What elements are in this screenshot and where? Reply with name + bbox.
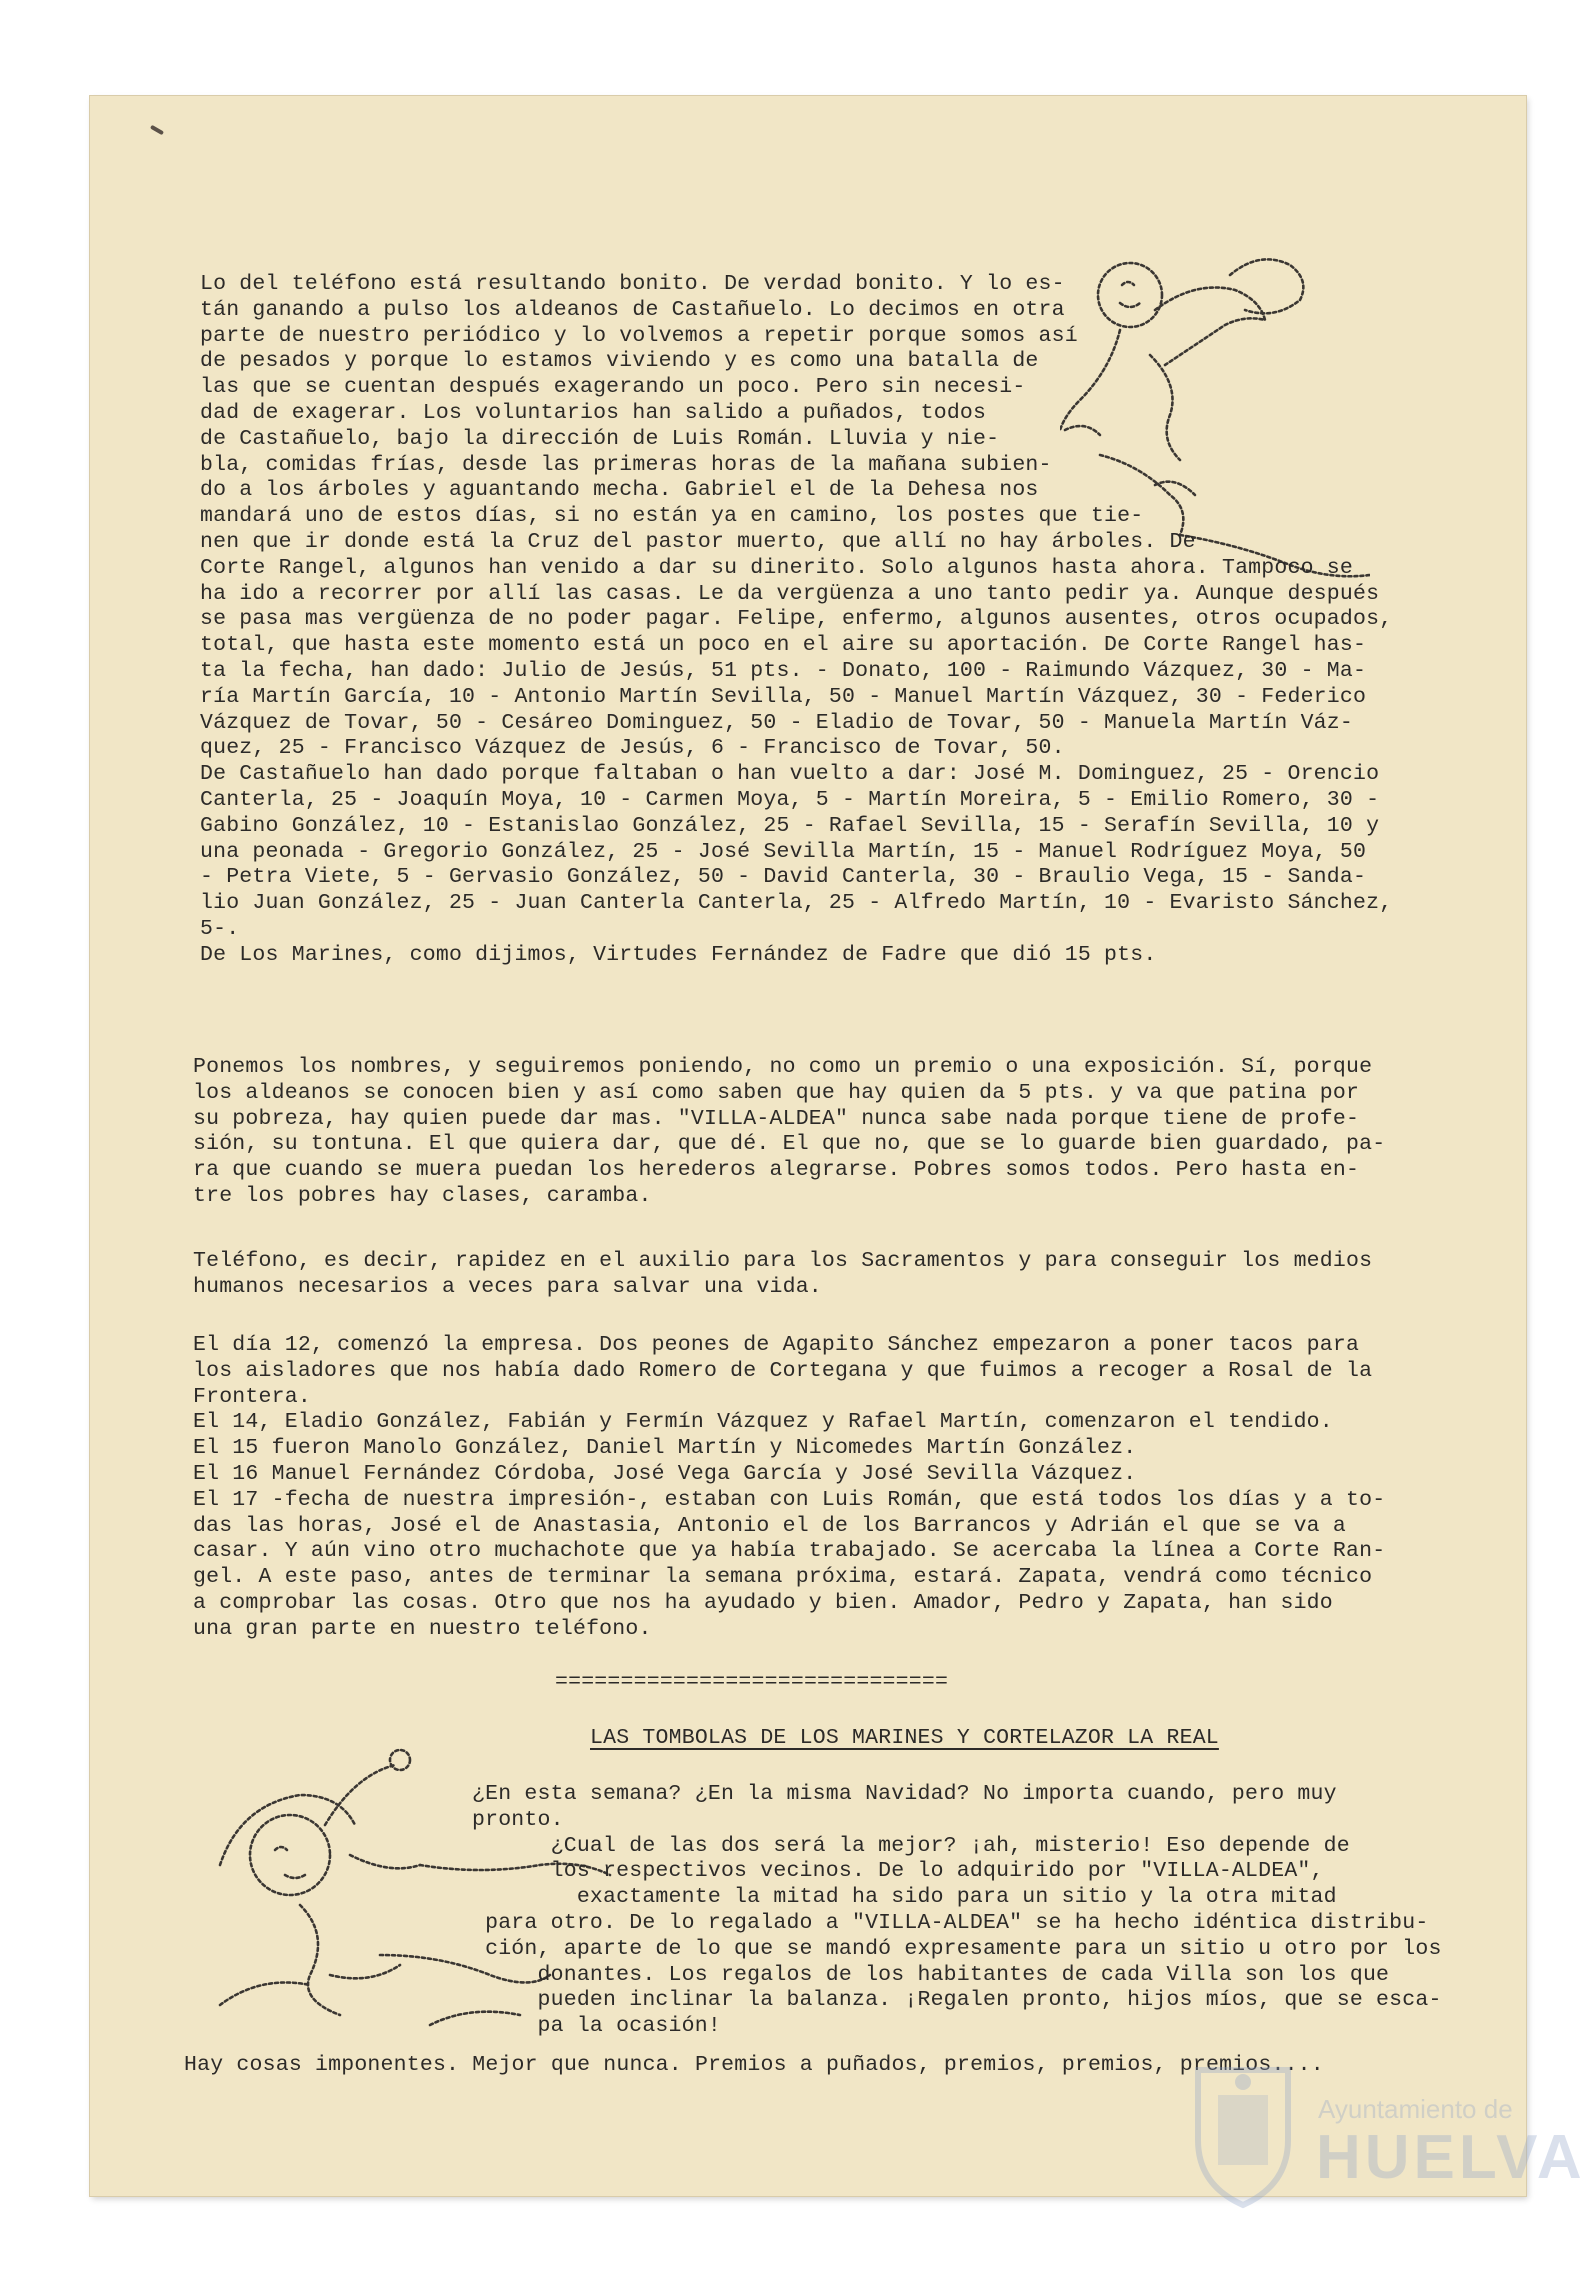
watermark-line-1: Ayuntamiento de [1318, 2094, 1513, 2124]
watermark-line-2: HUELVA [1316, 2123, 1586, 2192]
paragraph-cronologia: El día 12, comenzó la empresa. Dos peones de Agapito Sánchez empezaron a poner tacos para los aisladores que nos había dado Romero de Cortegana y que fuimos a recoger a Rosal de la Frontera. El 14, Eladio González, Fabián y Fermín Vázquez y Rafael Martín, comenzaron el tendido. El 15 fueron Manolo González, Daniel Martín y Nicomedes Martín González. El 16 Manuel Fernández Córdoba, José Vega García y José Sevilla Vázquez. El 17 -fecha de nuestra impresión-, estaban con Luis Román, que está todos los días y a to- das las horas, José el de Anastasia, Antonio el de los Barrancos y Adrián el que se va a casar. Y aún vino otro muchachote que ya había trabajado. Se acercaba la línea a Corte Ran- gel. A este paso, antes de terminar la semana próxima, estará. Zapata, vendrá como técnico a comprobar las cosas. Otro que nos ha ayudado y bien. Amador, Pedro y Zapata, han sido una gran parte en nuestro teléfono. [193, 1333, 1386, 1641]
paragraph-rapidez: Teléfono, es decir, rapidez en el auxilio para los Sacramentos y para conseguir los medios humanos necesarios a veces para salvar una vida. [193, 1249, 1373, 1299]
paragraph-nombres: Ponemos los nombres, y seguiremos poniendo, no como un premio o una exposición. Sí, porque los aldeanos se conocen bien y así como saben que hay quien da 5 pts. y va que patina por su pobreza, hay quien puede dar mas. "VILLA-ALDEA" nunca sabe nada porque tiene de profe- sión, su tontuna. El que quiera dar, que dé. El que no, que se lo guarde bien guardado, pa- ra que cuando se muera puedan los herederos alegrarse. Pobres somos todos. Pero hasta en- tre los pobres hay clases, caramba. [193, 1055, 1386, 1208]
watermark [1188, 2060, 1586, 2220]
paragraph-telefono: Lo del teléfono está resultando bonito. De verdad bonito. Y lo es- tán ganando a pulso los aldeanos de Castañuelo. Lo decimos en otra parte de nuestro periódico y lo volvemos a repetir porque somos así de pesados y porque lo estamos viviendo y es como una batalla de las que se cuentan después exagerando un poco. Pero sin necesi- dad de exagerar. Los voluntarios han salido a puñados, todos de Castañuelo, bajo la dirección de Luis Román. Lluvia y nie- bla, comidas frías, desde las primeras horas de la mañana subien- do a los árboles y aguantando mecha. Gabriel el de la Dehesa nos mandará uno de estos días, si no están ya en camino, los postes que tie- nen que ir donde está la Cruz del pastor muerto, que allí no hay árboles. De Corte Rangel, algunos han venido a dar su dinerito. Solo algunos hasta ahora. Tampoco se ha ido a recorrer por allí las casas. Le da vergüenza a uno tanto pedir ya. Aunque después se pasa mas vergüenza de no poder pagar. Felipe, enfermo, algunos ausentes, otros ocupados, total, que hasta este momento está un poco en el aire su aportación. De Corte Rangel has- ta la fecha, han dado: Julio de Jesús, 51 pts. - Donato, 100 - Raimundo Vázquez, 30 - Ma- ría Martín García, 10 - Antonio Martín Sevilla, 50 - Manuel Martín Vázquez, 30 - Federico Vázquez de Tovar, 50 - Cesáreo Dominguez, 50 - Eladio de Tovar, 50 - Manuela Martín Váz- quez, 25 - Francisco Vázquez de Jesús, 6 - Francisco de Tovar, 50. De Castañuelo han dado porque faltaban o han vuelto a dar: José M. Dominguez, 25 - Orencio Canterla, 25 - Joaquín Moya, 10 - Carmen Moya, 5 - Martín Moreira, 5 - Emilio Romero, 30 - Gabino González, 10 - Estanislao González, 25 - Rafael Sevilla, 15 - Serafín Sevilla, 10 y una peonada - Gregorio González, 25 - José Sevilla Martín, 15 - Manuel Rodríguez Moya, 50 - Petra Viete, 5 - Gervasio González, 50 - David Canterla, 30 - Braulio Vega, 15 - Sanda- lio Juan González, 25 - Juan Canterla Canterla, 25 - Alfredo Martín, 10 - Evaristo Sánchez, 5-. De Los Marines, como dijimos, Virtudes Fernández de Fadre que dió 15 pts. [200, 272, 1393, 967]
separator-rule: ============================== [555, 1670, 949, 1694]
paragraph-tombolas: ¿En esta semana? ¿En la misma Navidad? No importa cuando, pero muy pronto. ¿Cual de las dos será la mejor? ¡ah, misterio! Eso depende de los respectivos vecinos. De lo adquirido por "VILLA-ALDEA", exactamente la mitad ha sido para un sitio y la otra mitad para otro. De lo regalado a "VILLA-ALDEA" se ha hecho idéntica distribu- ción, aparte de lo que se mandó expresamente para un sitio u otro por los donantes. Los regalos de los habitantes de cada Villa son los que pueden inclinar la balanza. ¡Regalen pronto, hijos míos, que se esca- pa la ocasión! [472, 1782, 1442, 2039]
section-title: LAS TOMBOLAS DE LOS MARINES Y CORTELAZOR LA REAL [590, 1726, 1219, 1750]
paragraph-cierre: Hay cosas imponentes. Mejor que nunca. Premios a puñados, premios, premios, premios.... [184, 2053, 1324, 2077]
huelva-shield-logo [1188, 2060, 1298, 2210]
